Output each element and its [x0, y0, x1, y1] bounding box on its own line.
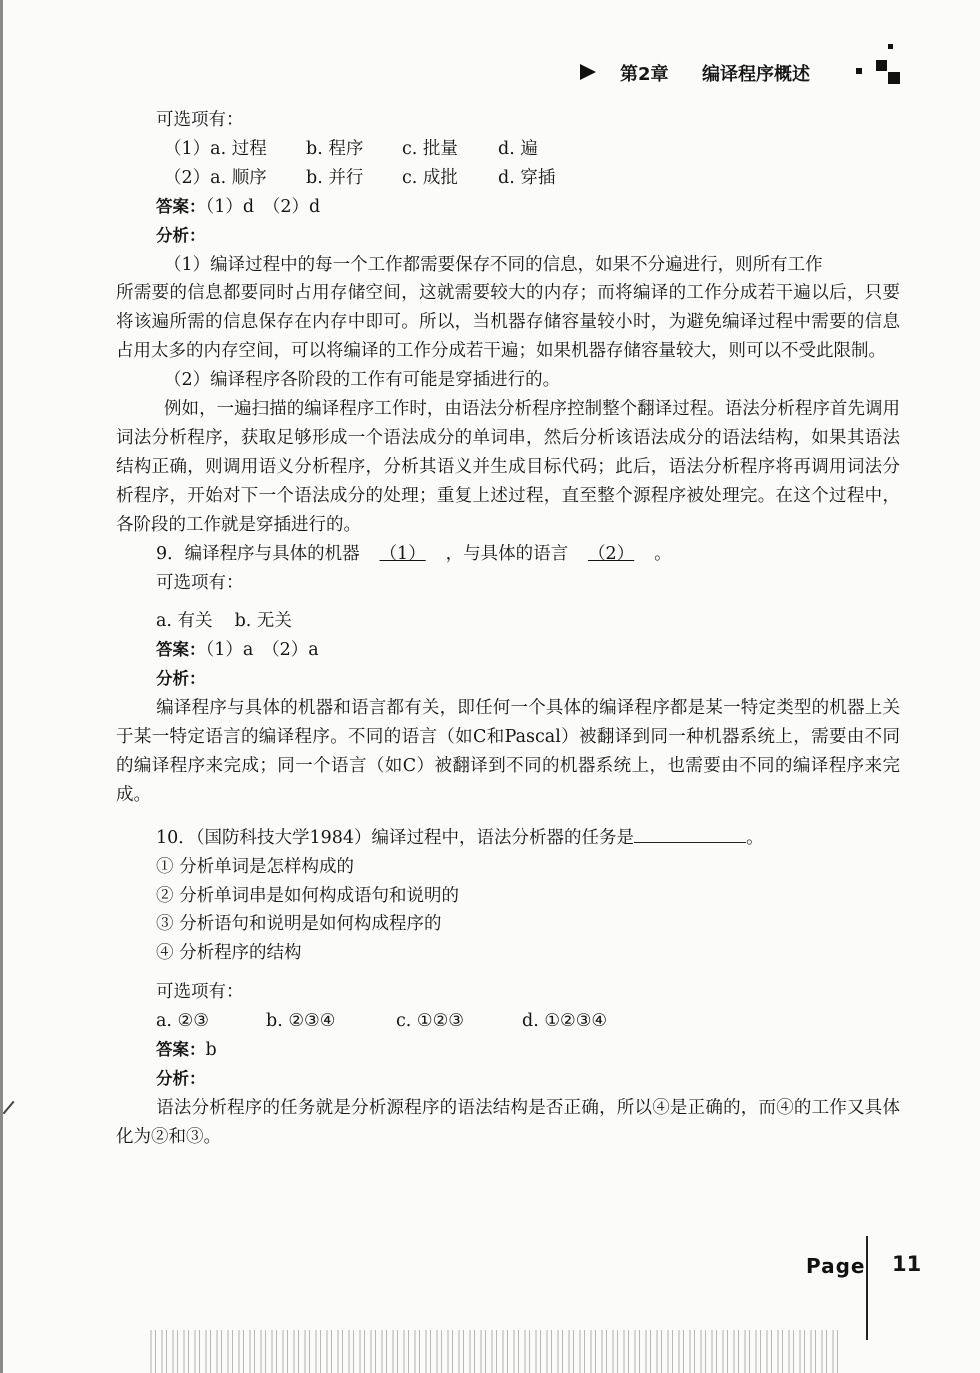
- answer-label: 答案：: [156, 196, 206, 216]
- analysis-paragraph: [116, 395, 900, 540]
- option-item: c. ①②③: [396, 1011, 464, 1032]
- chapter-number: 第2章: [620, 64, 669, 85]
- analysis-paragraph: [116, 694, 900, 810]
- stem-text: 9．编译程序与具体的机器: [156, 543, 360, 564]
- analysis-paragraph: （2）编译程序各阶段的工作有可能是穿插进行的。: [164, 370, 561, 391]
- page-edge: [0, 0, 3, 1373]
- options-label: 可选项有：: [156, 110, 244, 130]
- analysis-label: 分析：: [156, 1069, 206, 1088]
- bullet-square-icon: [856, 68, 862, 74]
- play-arrow-icon: [580, 64, 596, 80]
- option-item: d. 遍: [498, 138, 538, 159]
- analysis-heading: [116, 1065, 900, 1094]
- page-body: [116, 106, 900, 1152]
- pen-mark: [3, 1101, 26, 1124]
- option-item: b. 并行: [306, 167, 364, 188]
- answer-text: （1）d （2）d: [205, 196, 321, 217]
- option-item: a. ②③: [156, 1011, 209, 1032]
- analysis-text: 例如，一遍扫描的编译程序工作时，由语法分析程序控制整个翻译过程。语法分析程序首先调用词法分析程序，获取足够形成一个语法成分的单词串，然后分析该语法成分的语法结构，如果其语法结构正确，则调用语义分析程序，分析其语义并生成目标代码；此后，语法分析程序将再调用词法分析程序，开始对下一个语法成分的处理；重复上述过程，直至整个源程序被处理完。在这个过程中，各阶段的工作就是穿插进行的。: [116, 399, 900, 535]
- option-row: [116, 607, 900, 636]
- analysis-text: 编译程序与具体的机器和语言都有关，即任何一个具体的编译程序都是某一特定类型的机器上关于某一特定语言的编译程序。不同的语言（如C和Pascal）被翻译到同一种机器系统上，需要由不同的编译程序来完成；同一个语言（如C）被翻译到不同的机器系统上，也需要由不同的编译程序来完成。: [116, 698, 900, 805]
- analysis-heading: [116, 222, 900, 251]
- option-item: （2）a. 顺序: [164, 167, 267, 188]
- decorative-squares-icon: [876, 44, 906, 92]
- option-row: [116, 164, 900, 193]
- option-item: d. ①②③④: [522, 1011, 608, 1032]
- footer-divider: [866, 1236, 868, 1340]
- option-item: c. 成批: [402, 167, 458, 188]
- choice-item: ① 分析单词是怎样构成的: [156, 856, 355, 877]
- option-row: [116, 1007, 900, 1036]
- chapter-title: 编译程序概述: [702, 64, 810, 85]
- option-item: b. 程序: [306, 138, 364, 159]
- scan-artifact: [150, 1330, 840, 1373]
- answer-line: [116, 636, 900, 665]
- option-item: b. 无关: [234, 611, 292, 632]
- choice-item: ③ 分析语句和说明是如何构成程序的: [156, 914, 442, 935]
- analysis-paragraph: [116, 1094, 900, 1152]
- answer-line: [116, 1036, 900, 1065]
- answer-text: （1）a （2）a: [205, 640, 319, 661]
- option-row: [116, 135, 900, 164]
- analysis-paragraph: 所需要的信息都要同时占用存储空间，这就需要较大的内存；而将编译的工作分成若干遍以后，只要将该遍所需的信息保存在内存中即可。所以，当机器存储容量较小时，为避免编译过程中需要的信息占用太多的内存空间，可以将编译的工作分成若干遍；如果机器存储容量较大，则可以不受此限制。: [116, 283, 900, 362]
- question-stem: [116, 824, 900, 853]
- option-item: b. ②③④: [266, 1011, 336, 1032]
- option-item: （1）a. 过程: [164, 138, 267, 159]
- fill-blank: [634, 824, 746, 843]
- analysis-label: 分析：: [156, 225, 206, 245]
- stem-text: 。: [746, 827, 764, 848]
- option-item: d. 穿插: [498, 167, 556, 188]
- answer-line: [116, 193, 900, 222]
- stem-text: 10．（国防科技大学1984）编译过程中，语法分析器的任务是: [156, 827, 635, 848]
- options-label: 可选项有：: [156, 572, 244, 593]
- answer-text: b: [205, 1040, 217, 1061]
- options-label: 可选项有：: [156, 982, 244, 1003]
- stem-text: ，与具体的语言: [445, 543, 569, 564]
- running-header: [580, 58, 940, 98]
- analysis-paragraph-first-line: （1）编译过程中的每一个工作都需要保存不同的信息，如果不分遍进行，则所有工作: [164, 254, 823, 275]
- answer-label: 答案：: [156, 1040, 206, 1060]
- analysis-label: 分析：: [156, 669, 206, 689]
- page-number: 11: [892, 1252, 922, 1276]
- answer-label: 答案：: [156, 640, 206, 660]
- fill-blank: （1）: [379, 543, 426, 564]
- stem-text: 。: [654, 543, 672, 564]
- fill-blank: （2）: [588, 543, 635, 564]
- question-stem: [116, 540, 900, 569]
- option-item: a. 有关: [156, 611, 213, 632]
- choice-item: ② 分析单词串是如何构成语句和说明的: [156, 885, 460, 906]
- analysis-heading: [116, 665, 900, 694]
- analysis-text: 语法分析程序的任务就是分析源程序的语法结构是否正确，所以④是正确的，而④的工作又具体化为②和③。: [116, 1097, 900, 1147]
- option-item: c. 批量: [402, 138, 458, 159]
- choice-item: ④ 分析程序的结构: [156, 943, 302, 964]
- page-label: Page: [806, 1254, 866, 1278]
